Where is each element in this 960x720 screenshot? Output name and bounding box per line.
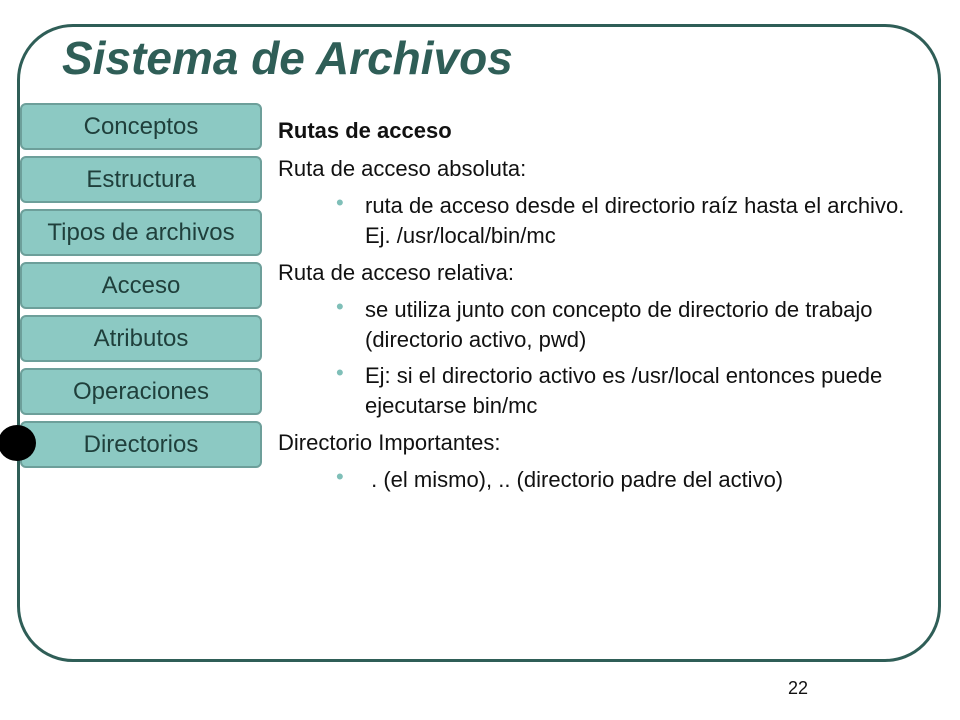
list-item [278, 191, 928, 251]
list-item [278, 295, 928, 355]
bullet-text: ruta de acceso desde el directorio raíz hasta el archivo. Ej. /usr/local/bin/mc [365, 193, 905, 248]
nav-item-directorios[interactable]: Directorios [20, 421, 262, 468]
slide-content [278, 115, 928, 501]
absolute-path-label: Ruta de acceso absoluta: [278, 156, 527, 181]
bullet-icon: • [336, 190, 344, 215]
nav-item-estructura[interactable]: Estructura [20, 156, 262, 203]
nav-item-tipos-de-archivos[interactable]: Tipos de archivos [20, 209, 262, 256]
nav-item-operaciones[interactable]: Operaciones [20, 368, 262, 415]
nav-item-atributos[interactable]: Atributos [20, 315, 262, 362]
important-directories-label: Directorio Importantes: [278, 430, 501, 455]
bullet-icon: • [336, 360, 344, 385]
bullet-icon: • [336, 464, 344, 489]
bullet-text: se utiliza junto con concepto de directorio de trabajo (directorio activo, pwd) [365, 297, 873, 352]
content-heading: Rutas de acceso [278, 118, 452, 143]
page-number: 22 [788, 678, 809, 698]
list-item [278, 361, 928, 421]
slide-title: Sistema de Archivos [62, 32, 513, 84]
bullet-text: . (el mismo), .. (directorio padre del activo) [365, 467, 784, 492]
nav-item-acceso[interactable]: Acceso [20, 262, 262, 309]
bullet-text: Ej: si el directorio activo es /usr/local entonces puede ejecutarse bin/mc [365, 363, 883, 418]
nav-item-conceptos[interactable]: Conceptos [20, 103, 262, 150]
bullet-icon: • [336, 294, 344, 319]
relative-path-label: Ruta de acceso relativa: [278, 260, 515, 285]
list-item [278, 465, 928, 495]
